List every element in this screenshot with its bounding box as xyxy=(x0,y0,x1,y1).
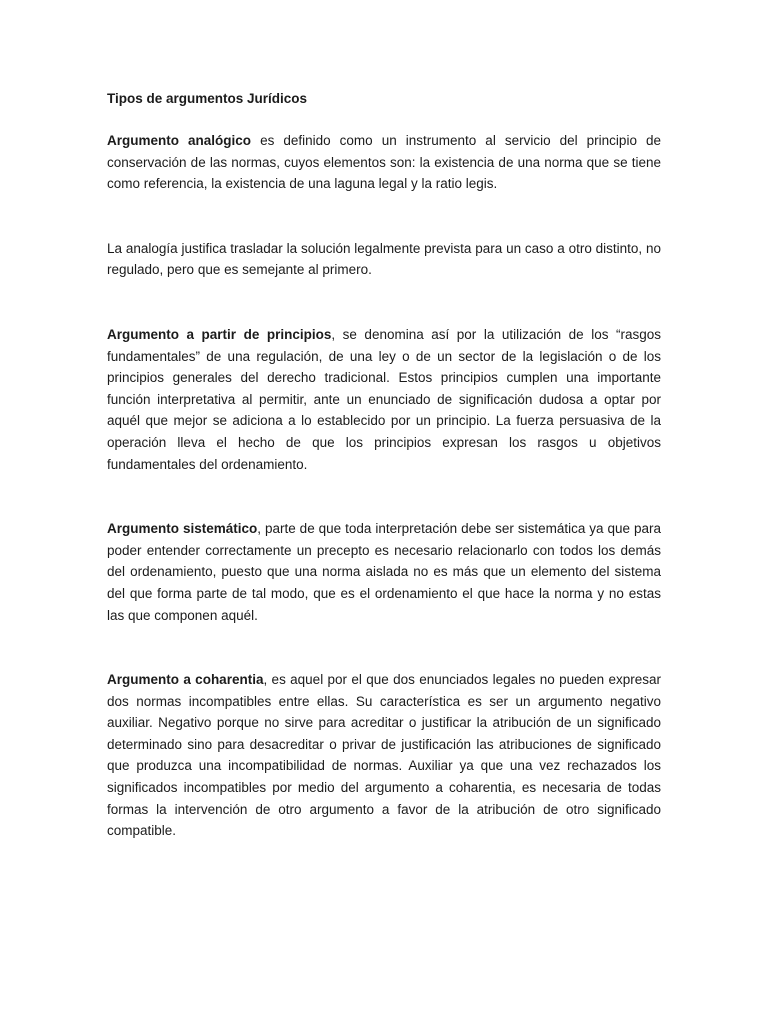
paragraph-argumento-coharentia xyxy=(107,669,661,842)
paragraph-text: , es aquel por el que dos enunciados legales no pueden expresar dos normas incompatibles entre ellas. Su característica es ser un argumento negativo auxiliar. Negativo porque no sirve para acreditar o justificar la atribución de un significado determinado sino para desacreditar o privar de justificación las atribuciones de significado que produzca una incompatibilidad de normas. Auxiliar ya que una vez rechazados los significados incompatibles por medio del argumento a coharentia, es necesaria de todas formas la intervención de otro argumento a favor de la atribución de otro significado compatible. xyxy=(107,672,661,839)
paragraph-text: , se denomina así por la utilización de los “rasgos fundamentales” de una regulación, de una ley o de un sector de la legislación o de los principios generales del derecho tradicional. Estos principios cumplen una importante función interpretativa al permitir, ante un enunciado de significación dudosa a optar por aquél que mejor se adiciona a lo establecido por un principio. La fuerza persuasiva de la operación lleva el hecho de que los principios expresan los rasgos u objetivos fundamentales del ordenamiento. xyxy=(107,326,661,472)
paragraph-text: La analogía justifica trasladar la solución legalmente prevista para un caso a otro distinto, no regulado, pero que es semejante al primero. xyxy=(107,240,661,278)
document-title: Tipos de argumentos Jurídicos xyxy=(107,91,308,106)
paragraph-text: es definido como un instrumento al servicio del principio de conservación de las normas, cuyos elementos son: la existencia de una norma que se tiene como referencia, la existencia de una laguna legal y la ratio legis. xyxy=(107,133,661,192)
paragraph-argumento-analogico xyxy=(107,130,661,195)
paragraph-lead: Argumento sistemático xyxy=(107,521,258,537)
document-page xyxy=(107,89,661,842)
paragraph-lead: Argumento a coharentia xyxy=(107,672,264,688)
paragraph-spacer xyxy=(107,626,661,669)
paragraph-argumento-principios xyxy=(107,324,661,475)
paragraph-text: , parte de que toda interpretación debe ser sistemática ya que para poder entender correctamente un precepto es necesario relacionarlo con todos los demás del ordenamiento, puesto que una norma aislada no es más que un elemento del sistema del que forma parte de tal modo, que es el ordenamiento el que hace la norma y no estas las que componen aquél. xyxy=(107,521,662,623)
paragraph-spacer xyxy=(107,195,661,238)
paragraph-spacer xyxy=(107,281,661,324)
paragraph-lead: Argumento analógico xyxy=(107,133,252,148)
paragraph-analogia xyxy=(107,238,661,281)
paragraph-lead: Argumento a partir de principios xyxy=(107,326,332,342)
paragraph-argumento-sistematico xyxy=(107,518,661,626)
paragraph-spacer xyxy=(107,475,661,518)
